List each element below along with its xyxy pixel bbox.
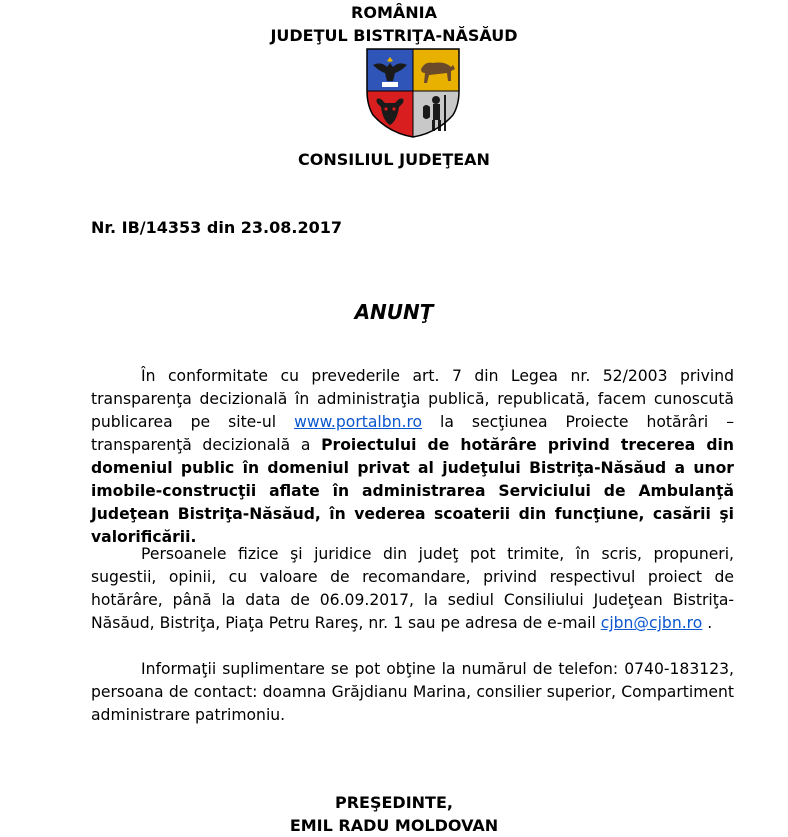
signature-role: PREŞEDINTE, [335, 793, 453, 812]
project-title-text: Proiectului de hotărâre privind trecerea din domeniul public în domeniul privat al judeţului Bistriţa-Năsăud a unor imobile-construcţii aflate în administrarea Serviciului de Ambulanţă Judeţean Bistriţa-Năsăud, în vederea scoaterii din funcţiune, casării şi valorificării. [91, 436, 734, 546]
county-heading: JUDEŢUL BISTRIŢA-NĂSĂUD [270, 26, 518, 45]
submissions-end-text: . [702, 614, 713, 632]
registration-number: Nr. IB/14353 din 23.08.2017 [91, 218, 342, 237]
paragraph-submissions [91, 543, 734, 635]
signature-name: EMIL RADU MOLDOVAN [289, 816, 499, 835]
paragraph-section-text: la secţiunea Proiecte hotărâri – transparenţă decizională a [91, 413, 735, 454]
country-heading: ROMÂNIA [351, 3, 437, 22]
paragraph-intro-text: În conformitate cu prevederile art. 7 din Legea nr. 52/2003 privind transparenţa decizională în administraţia publică, republicată, facem cunoscută publicarea pe site-ul [91, 367, 734, 431]
portal-link[interactable]: www.portalbn.ro [294, 413, 423, 431]
paragraph-contact: Informaţii suplimentare se pot obţine la numărul de telefon: 0740-183123, persoana de contact: doamna Grăjdianu Marina, consilier superior, Compartiment administrare patrimoniu. [91, 660, 734, 724]
document-title: ANUNŢ [354, 300, 434, 324]
email-link[interactable]: cjbn@cjbn.ro [600, 614, 703, 632]
paragraph-announcement [91, 365, 734, 549]
submissions-text: Persoanele fizice şi juridice din judeţ pot trimite, în scris, propuneri, sugestii, opinii, cu valoare de recomandare, privind respectivul proiect de hotărâre, până la data de 06.09.2017, la sediul Consiliului Judeţean Bistriţa-Năsăud, Bistriţa, Piaţa Petru Rareş, nr. 1 sau pe adresa de e-mail [91, 545, 734, 632]
council-heading: CONSILIUL JUDEŢEAN [298, 150, 490, 169]
county-coat-of-arms [363, 45, 463, 141]
